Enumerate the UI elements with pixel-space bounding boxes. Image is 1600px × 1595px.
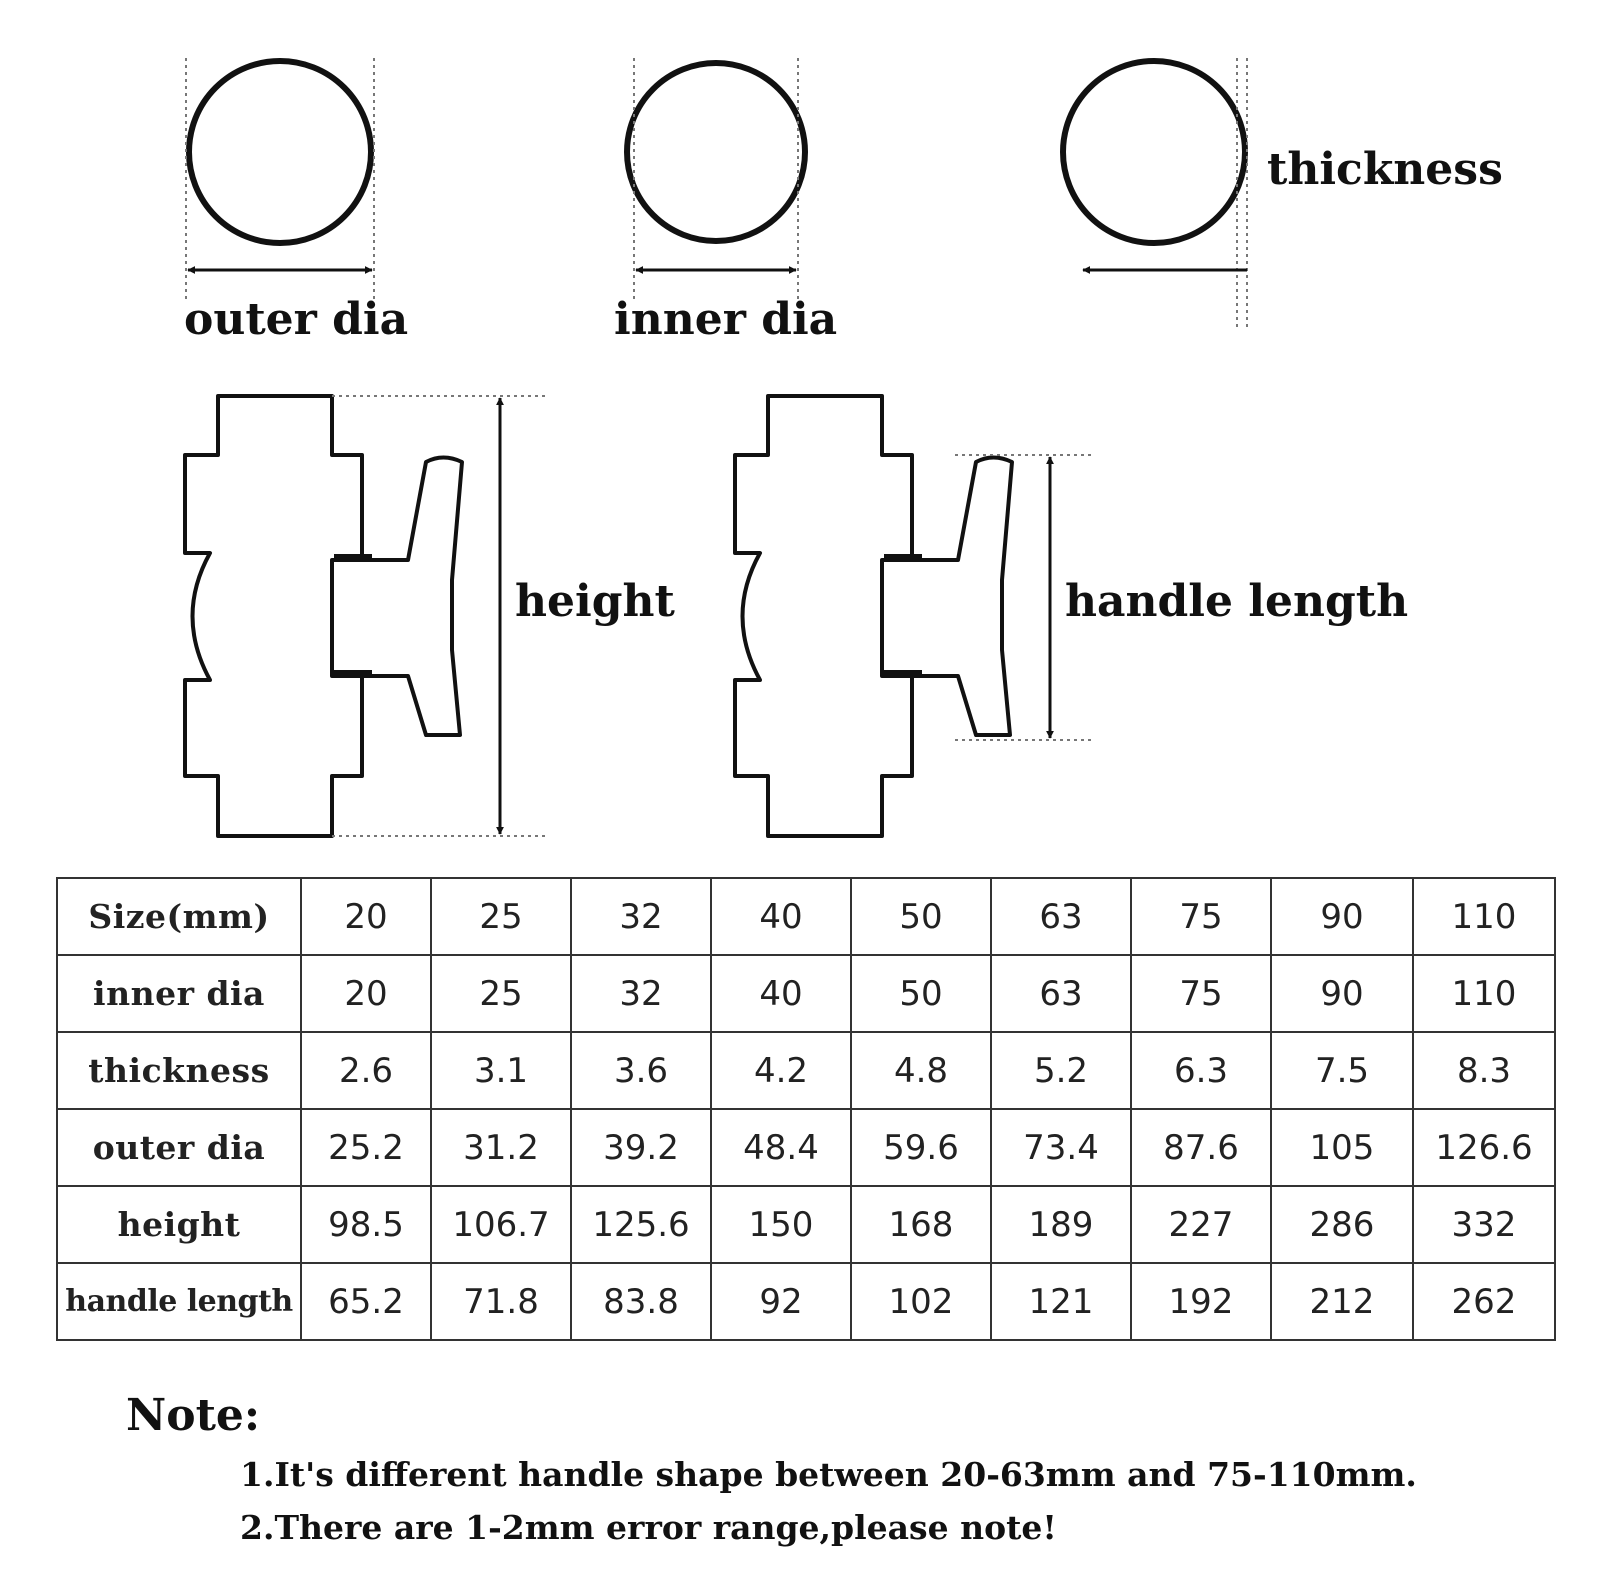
table-cell: 332: [1413, 1186, 1555, 1263]
inner-dia-figure: [627, 58, 805, 300]
valve-handle-figure: [735, 396, 1095, 836]
row-label: Size(mm): [57, 878, 301, 955]
table-cell: 105: [1271, 1109, 1413, 1186]
row-label: thickness: [57, 1032, 301, 1109]
table-row: [57, 878, 1555, 955]
outer-dia-circle: [189, 61, 371, 243]
table-cell: 121: [991, 1263, 1131, 1340]
note-item-1: 1.It's different handle shape between 20-63mm and 75-110mm.: [240, 1455, 1417, 1494]
table-cell: 7.5: [1271, 1032, 1413, 1109]
table-cell: 87.6: [1131, 1109, 1271, 1186]
thickness-circle: [1063, 61, 1245, 243]
inner-dia-circle: [627, 63, 805, 241]
table-cell: 40: [711, 878, 851, 955]
inner-dia-label: inner dia: [614, 294, 838, 345]
table-row: [57, 1263, 1555, 1340]
note-item-2: 2.There are 1-2mm error range,please note!: [240, 1508, 1057, 1547]
outer-dia-label: outer dia: [184, 294, 409, 345]
table-cell: 192: [1131, 1263, 1271, 1340]
table-cell: 25: [431, 878, 571, 955]
table-cell: 20: [301, 878, 431, 955]
outer-dia-figure: [186, 58, 374, 300]
table-cell: 110: [1413, 878, 1555, 955]
table-cell: 2.6: [301, 1032, 431, 1109]
table-cell: 4.8: [851, 1032, 991, 1109]
row-label: handle length: [57, 1263, 301, 1340]
size-spec-table-body: [57, 878, 1555, 1340]
table-cell: 5.2: [991, 1032, 1131, 1109]
valve-1-handle: [362, 458, 462, 736]
table-cell: 150: [711, 1186, 851, 1263]
valve-1-body: [185, 396, 362, 836]
table-cell: 50: [851, 955, 991, 1032]
valve-2-handle: [912, 458, 1012, 736]
table-cell: 110: [1413, 955, 1555, 1032]
table-row: [57, 1032, 1555, 1109]
height-label: height: [515, 576, 675, 627]
row-label: height: [57, 1186, 301, 1263]
table-row: [57, 1109, 1555, 1186]
table-cell: 63: [991, 878, 1131, 955]
table-cell: 98.5: [301, 1186, 431, 1263]
table-cell: 73.4: [991, 1109, 1131, 1186]
table-cell: 106.7: [431, 1186, 571, 1263]
table-cell: 65.2: [301, 1263, 431, 1340]
table-cell: 71.8: [431, 1263, 571, 1340]
table-cell: 48.4: [711, 1109, 851, 1186]
table-cell: 39.2: [571, 1109, 711, 1186]
table-cell: 31.2: [431, 1109, 571, 1186]
table-cell: 59.6: [851, 1109, 991, 1186]
table-cell: 6.3: [1131, 1032, 1271, 1109]
table-cell: 8.3: [1413, 1032, 1555, 1109]
table-cell: 92: [711, 1263, 851, 1340]
table-cell: 4.2: [711, 1032, 851, 1109]
table-cell: 75: [1131, 955, 1271, 1032]
table-cell: 286: [1271, 1186, 1413, 1263]
thickness-figure: [1063, 58, 1247, 330]
table-cell: 83.8: [571, 1263, 711, 1340]
table-cell: 3.1: [431, 1032, 571, 1109]
valve-height-figure: [185, 396, 545, 836]
table-cell: 90: [1271, 878, 1413, 955]
table-cell: 75: [1131, 878, 1271, 955]
table-cell: 25.2: [301, 1109, 431, 1186]
row-label: outer dia: [57, 1109, 301, 1186]
table-cell: 63: [991, 955, 1131, 1032]
table-cell: 227: [1131, 1186, 1271, 1263]
valve-2-body: [735, 396, 912, 836]
table-cell: 3.6: [571, 1032, 711, 1109]
size-spec-table: [56, 877, 1556, 1341]
table-cell: 25: [431, 955, 571, 1032]
table-cell: 126.6: [1413, 1109, 1555, 1186]
handle-length-label: handle length: [1065, 576, 1409, 627]
table-row: [57, 955, 1555, 1032]
table-cell: 90: [1271, 955, 1413, 1032]
table-cell: 50: [851, 878, 991, 955]
table-cell: 32: [571, 878, 711, 955]
table-cell: 32: [571, 955, 711, 1032]
table-cell: 168: [851, 1186, 991, 1263]
note-title: Note:: [126, 1390, 261, 1441]
table-cell: 40: [711, 955, 851, 1032]
table-row: [57, 1186, 1555, 1263]
table-cell: 102: [851, 1263, 991, 1340]
table-cell: 125.6: [571, 1186, 711, 1263]
thickness-label: thickness: [1267, 144, 1503, 195]
table-cell: 212: [1271, 1263, 1413, 1340]
row-label: inner dia: [57, 955, 301, 1032]
table-cell: 20: [301, 955, 431, 1032]
table-cell: 189: [991, 1186, 1131, 1263]
table-cell: 262: [1413, 1263, 1555, 1340]
